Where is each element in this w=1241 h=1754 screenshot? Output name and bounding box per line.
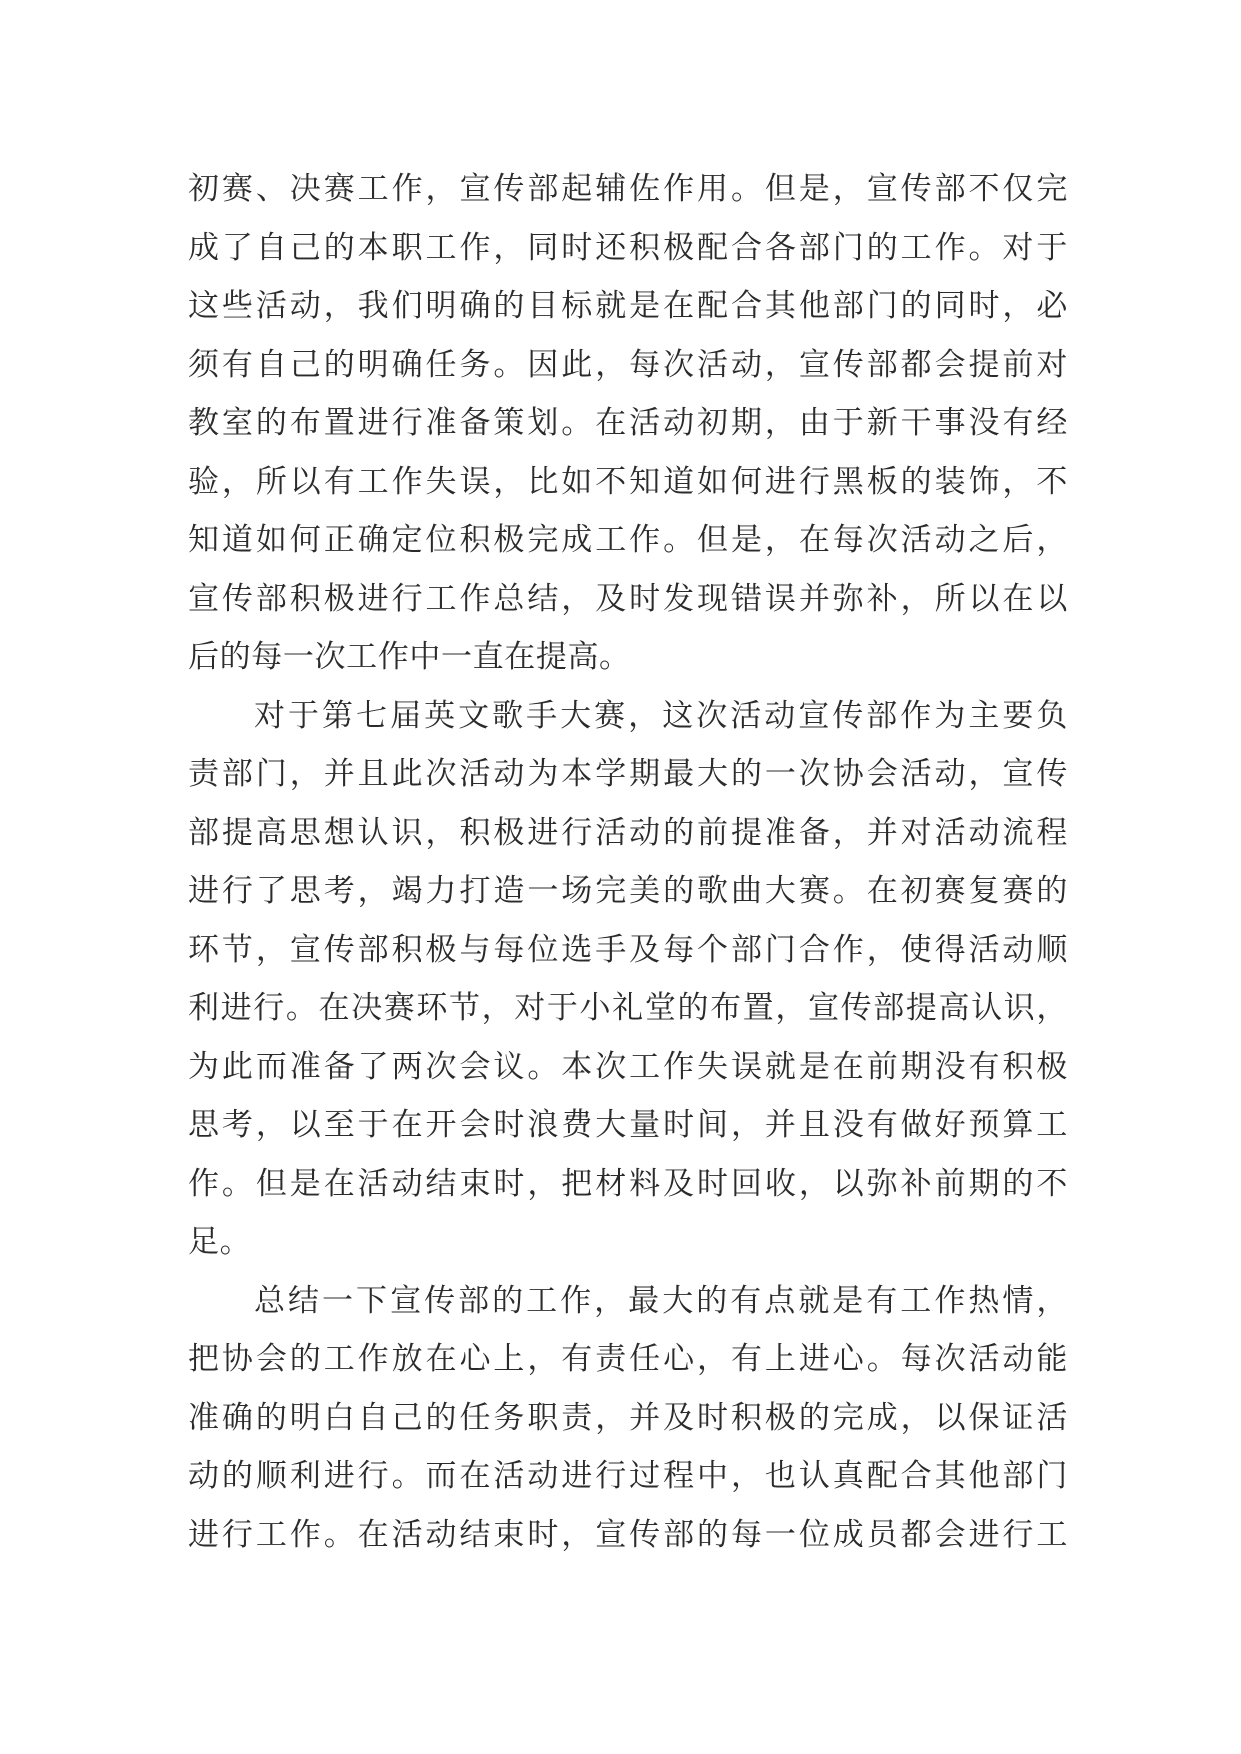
body-text [188,160,1068,1564]
text-line: 教室的布置进行准备策划。在活动初期，由于新干事没有经 [188,405,1068,441]
text-line: 后的每一次工作中一直在提高。 [188,639,631,675]
text-line: 知道如何正确定位积极完成工作。但是，在每次活动之后， [188,522,1068,558]
text-line: 作。但是在活动结束时，把材料及时回收，以弥补前期的不 [188,1165,1068,1202]
text-line: 初赛、决赛工作，宣传部起辅佐作用。但是，宣传部不仅完 [188,171,1068,207]
text-line: 责部门，并且此次活动为本学期最大的一次协会活动，宣传 [188,756,1068,792]
text-line: 进行工作。在活动结束时，宣传部的每一位成员都会进行工 [188,1516,1068,1553]
text-line: 思考，以至于在开会时浪费大量时间，并且没有做好预算工 [188,1107,1068,1143]
text-line: 成了自己的本职工作，同时还积极配合各部门的工作。对于 [188,229,1068,266]
text-line: 总结一下宣传部的工作，最大的有点就是有工作热情， [254,1282,1068,1319]
text-line: 利进行。在决赛环节，对于小礼堂的布置，宣传部提高认识， [188,990,1068,1026]
text-line: 足。 [188,1224,252,1260]
text-line: 验，所以有工作失误，比如不知道如何进行黑板的装饰，不 [188,463,1068,500]
text-line: 把协会的工作放在心上，有责任心，有上进心。每次活动能 [188,1341,1068,1377]
text-line: 部提高思想认识，积极进行活动的前提准备，并对活动流程 [188,814,1068,851]
text-line: 对于第七届英文歌手大赛，这次活动宣传部作为主要负 [254,697,1068,734]
text-line: 环节，宣传部积极与每位选手及每个部门合作，使得活动顺 [188,931,1068,968]
text-line: 宣传部积极进行工作总结，及时发现错误并弥补，所以在以 [188,580,1068,617]
text-line: 须有自己的明确任务。因此，每次活动，宣传部都会提前对 [188,346,1068,383]
text-line: 为此而准备了两次会议。本次工作失误就是在前期没有积极 [188,1048,1068,1085]
text-line: 动的顺利进行。而在活动进行过程中，也认真配合其他部门 [188,1458,1068,1494]
text-line: 进行了思考，竭力打造一场完美的歌曲大赛。在初赛复赛的 [188,873,1068,909]
text-line: 准确的明白自己的任务职责，并及时积极的完成，以保证活 [188,1399,1068,1436]
text-line: 这些活动，我们明确的目标就是在配合其他部门的同时，必 [188,288,1068,324]
